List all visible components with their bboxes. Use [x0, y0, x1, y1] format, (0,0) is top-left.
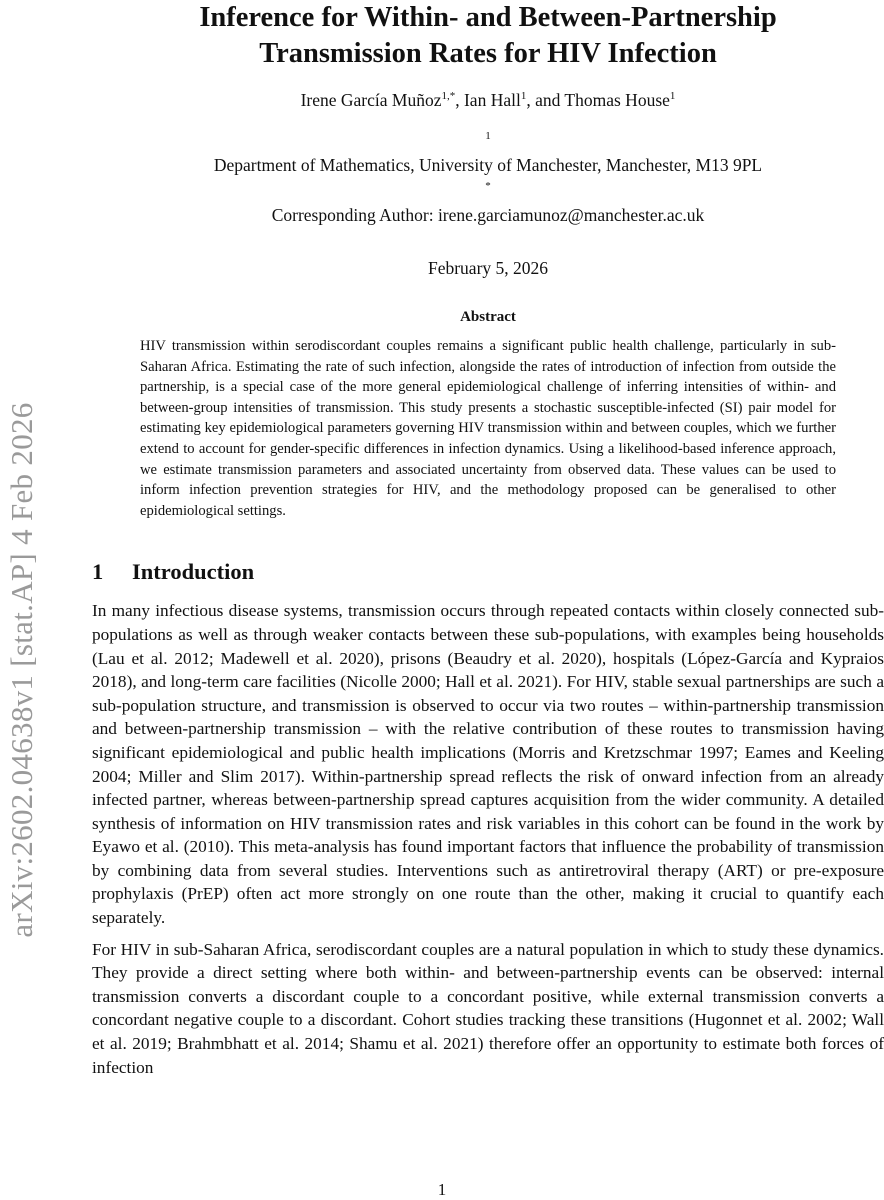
paper-title: [92, 0, 884, 72]
paper-page: [92, 0, 884, 1079]
arxiv-sidebar: [0, 230, 44, 1110]
affiliations: [92, 128, 884, 228]
author-3-affil-mark: 1: [669, 90, 676, 103]
section-heading-introduction: [92, 559, 884, 585]
author-1-affil-mark: 1,*: [441, 90, 456, 103]
page-number: 1: [437, 1180, 447, 1199]
department-text: Department of Mathematics, University of Manchester, Manchester, M13 9PL: [213, 155, 763, 175]
title-line-1: Inference for Within- and Between-Partnership: [199, 2, 777, 33]
section-title: Introduction: [132, 559, 255, 585]
abstract-body: HIV transmission within serodiscordant couples remains a significant public health challenge, particularly in sub-Saharan Africa. Estimating the rate of such infection, alongside the rates of introduction of infection from outside the partnership, is a special case of the more general epidemiological challenge of inferring intensities of within- and between-group intensities of transmission. This study presents a stochastic susceptible-infected (SI) pair model for estimating key epidemiological parameters governing HIV transmission within and between couples, which we further extend to account for gender-specific differences in infection dynamics. Using a likelihood-based inference approach, we estimate transmission parameters and associated uncertainty from observed data. These values can be used to inform infection prevention strategies for HIV, and the methodology proposed can be generalised to other epidemiological settings.: [140, 338, 836, 519]
author-2-affil-mark: 1: [520, 90, 527, 103]
author-1: Irene García Muñoz: [300, 90, 442, 110]
author-3: Thomas House: [564, 90, 670, 110]
author-list: [92, 90, 884, 111]
corresponding-mark: *: [485, 180, 491, 193]
corresponding-author: [92, 178, 884, 228]
paper-date: February 5, 2026: [427, 258, 549, 278]
department-affiliation: [92, 128, 884, 178]
author-separator: ,: [455, 90, 464, 110]
author-separator: , and: [526, 90, 565, 110]
author-2: Ian Hall: [463, 90, 521, 110]
introduction-paragraph-2: For HIV in sub-Saharan Africa, serodiscordant couples are a natural population in which to study these dynamics. They provide a direct setting where both within- and between-partnership events can be observed: internal transmission converts a discordant couple to a concordant positive, while external transmission converts a concordant negative couple to a discordant. Cohort studies tracking these transitions (Hugonnet et al. 2002; Wall et al. 2019; Brahmbhatt et al. 2014; Shamu et al. 2021) therefore offer an opportunity to estimate both forces of infection: [92, 939, 884, 1077]
title-line-2: Transmission Rates for HIV Infection: [259, 38, 717, 69]
introduction-paragraph-1: In many infectious disease systems, transmission occurs through repeated contacts within closely connected sub-populations as well as through weaker contacts between these sub-populations, with examples being households (Lau et al. 2012; Madewell et al. 2020), prisons (Beaudry et al. 2020), hospitals (López-García and Kypraios 2018), and long-term care facilities (Nicolle 2000; Hall et al. 2021). For HIV, stable sexual partnerships are such a sub-population structure, and transmission is observed to occur via two routes – within-partnership transmission and between-partnership transmission – with the relative contribution of these routes to transmission having significant epidemiological and public health implications (Morris and Kretzschmar 1997; Eames and Keeling 2004; Miller and Slim 2017). Within-partnership spread reflects the risk of onward infection from an already infected partner, whereas between-partnership spread captures acquisition from the wider community. A detailed synthesis of information on HIV transmission rates and risk variables in this cohort can be found in the work by Eyawo et al. (2010). This meta-analysis has found important factors that influence the probability of transmission by combining data from several studies. Interventions such as antiretroviral therapy (ART) or pre-exposure prophylaxis (PrEP) often act more strongly on one route than the other, making it crucial to quantify each separately.: [92, 601, 884, 928]
abstract-heading: Abstract: [460, 309, 516, 325]
affil-mark: 1: [485, 130, 491, 143]
arxiv-identifier: arXiv:2602.04638v1 [stat.AP] 4 Feb 2026: [4, 402, 39, 938]
corresponding-text: Corresponding Author: irene.garciamunoz@manchester.ac.uk: [271, 205, 705, 225]
section-number: 1: [92, 559, 104, 585]
